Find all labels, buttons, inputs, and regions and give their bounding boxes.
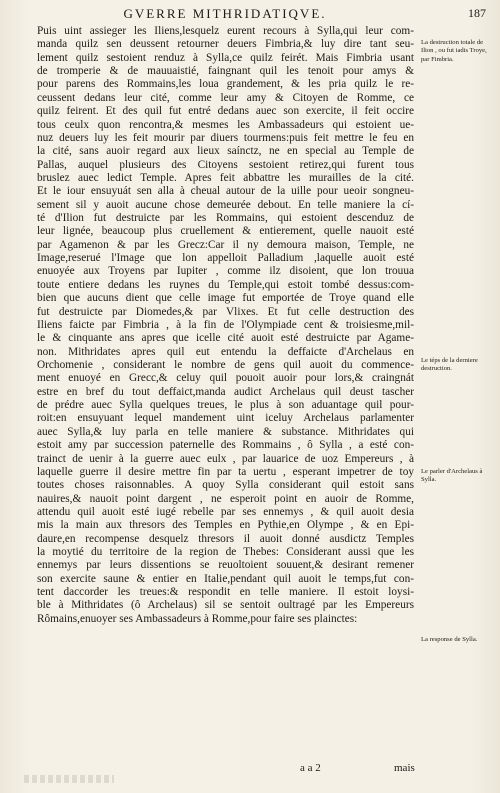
margin-note-archelaus-speech: Le parler d'Archelaus à Sylla. xyxy=(421,468,483,484)
text-line: par Agamenon & par les Grecz:Car il ny demoura maison, Temple, ne xyxy=(37,238,414,251)
text-line: le & cinquante ans apres que icelle cité auoit esté destruicte par Agame- xyxy=(37,332,414,345)
running-head: GVERRE MITHRIDATIQVE. xyxy=(123,6,327,21)
text-line: toute entiere dedans les ruynes du Temple,qui estoit tombé dessus:com- xyxy=(37,278,414,291)
text-line: non. Mithridates apres quil eut entendu la deffaicte d'Archelaus en xyxy=(37,345,414,358)
text-line: trainct de uenir à la guerre auec eulx , par lauarice de uoz Empereurs , à xyxy=(37,452,414,465)
text-line: Puis uint assieger les Iliens,lesquelz eurent recours à Sylla,qui leur com- xyxy=(37,25,414,37)
text-line: fut destruicte par Diomedes,& par Vlixes. Et fut celle destruction des xyxy=(37,305,414,318)
text-line: Et le iour ensuyuát sen alla à cheual autour de la uille pour ueoir songneu- xyxy=(37,185,414,198)
text-line: té d'Ilion fut destruicte par les Rommains, qui estoient descenduz de xyxy=(37,212,414,225)
text-line: daure,en recompense desquelz thresors il auoit donné ausdictz Temples xyxy=(37,532,414,545)
text-line: leur lignée, beaucoup plus cruellement & entierement, quelle nauoit esté xyxy=(37,225,414,238)
catchword: mais xyxy=(394,762,415,774)
text-line: ennemys par leurs dissentions se reuoltoient souuent,& desirant remener xyxy=(37,559,414,572)
text-line: Image,reserué l'Image que lon appelloit Palladium ,laquelle auoit esté xyxy=(37,252,414,265)
text-line: laquelle guerre il desire mettre fin par ta uertu , esperant impetrer de toy xyxy=(37,465,414,478)
text-line: ble à Mithridates (ô Archelaus) sil se sentoit oultragé par les Empereurs xyxy=(37,599,414,612)
text-line: Orchomenie , considerant le nombre de gens quil auoit du commence- xyxy=(37,358,414,371)
text-line: nauires,& nauoit point dargent , ne esperoit point en auoir de Romme, xyxy=(37,492,414,505)
text-line: de prédre auec Sylla quelques treues, le plus à son aduantage quil pour- xyxy=(37,399,414,412)
text-line: Rômains,enuoyer ses Ambassadeurs à Romme,pour faire ses plainctes: xyxy=(37,612,358,625)
text-line: Iliens faicte par Fimbria , à la fin de l'Olympiade cent & troisiesme,mil- xyxy=(37,318,414,331)
text-line: la moytié du territoire de la region de Thebes: Considerant aussi que les xyxy=(37,546,414,559)
text-line: estoit amy par succession paternelle des Rommains , ô Sylla , a esté con- xyxy=(37,439,414,452)
text-line: tous ceulx quon rencontra,& mesmes les Ambassadeurs qui estoient ue- xyxy=(37,118,414,131)
text-line: auec Sylla,& luy parla en telle maniere & substance. Mithridates qui xyxy=(37,425,414,438)
text-line: bruslez auec ledict Temple. Apres feit abbattre les murailles de la cité. xyxy=(37,171,414,184)
text-line: manda quilz sen deussent retourner deuers Fimbria,& luy dire tant seu- xyxy=(37,38,414,51)
text-line: lement quilz sestoient renduz à Sylla,ce quilz feirét. Mais Fimbria usant xyxy=(37,51,414,64)
text-line: roit:en ensuyuant lequel mandement uint iceluy Archelaus parlamenter xyxy=(37,412,414,425)
margin-note-destruction-of-ilion: La destruction totale de Ilion , ou fut iadis Troye, par Fimbria. xyxy=(421,39,487,63)
text-line: sement sil y auoit aucune chose demeurée debout. En telle maniere la cí- xyxy=(37,198,414,211)
page-number: 187 xyxy=(468,6,486,20)
text-line: Pallas, auquel plusieurs des Citoyens sestoient retirez,qui furent tous xyxy=(37,158,414,171)
text-line: mis la main aux thresors des Temples en Pythie,en Olympe , & en Epi- xyxy=(37,519,414,532)
text-line: attendu quil auoit esté iugé rebelle par ses ennemys , & quil auoit desia xyxy=(37,505,414,518)
text-line: estre en bref du tout deffaict,manda audict Archelaus quil deust tascher xyxy=(37,385,414,398)
text-line: ment enuoyé en Grecc,& celuy quil pouoit auoir pour lors,& craingnát xyxy=(37,372,414,385)
bleed-through-mark xyxy=(24,775,114,783)
text-line: la cité, sans auoir regard aux lieux saínctz, ne en special au Temple de xyxy=(37,145,414,158)
text-line: quilz feirent. Et des quil fut entré dedans auec son exercite, il feit occire xyxy=(37,105,414,118)
text-line: de tromperie & de mauuaistié, faingnant quil les tenoit pour amys & xyxy=(37,65,414,78)
signature-mark: a a 2 xyxy=(300,762,321,774)
text-line: ceussent dedans leur cité, comme leur amy & Citoyen de Romme, ce xyxy=(37,91,414,104)
text-line: tent daccorder les treues:& respondit en telle maniere. Il estoit loysi- xyxy=(37,586,414,599)
text-line: pour parens des Rommains,les loua grandement, & les pria quilz le re- xyxy=(37,78,414,91)
text-line: enuoyée aux Troyens par Iupiter , comme ilz disoient, que lon trouua xyxy=(37,265,414,278)
text-line: son exercite saune & entier en Italie,pendant quil auoit le temps,fut con- xyxy=(37,572,414,585)
margin-note-time-of-destruction: Le téps de la derniere destruction. xyxy=(421,357,478,373)
margin-note-sylla-response: La response de Sylla. xyxy=(421,636,478,643)
text-line: bien que aucuns dient que celle image fut emportée de Troye quand elle xyxy=(37,292,414,305)
text-line: nuz deuers luy les feit mourir par diuers tourmens:puis feit mettre le feu en xyxy=(37,131,414,144)
body-text xyxy=(37,25,414,626)
text-line: toutes choses raisonnables. A quoy Sylla considerant quil estoit sans xyxy=(37,479,414,492)
